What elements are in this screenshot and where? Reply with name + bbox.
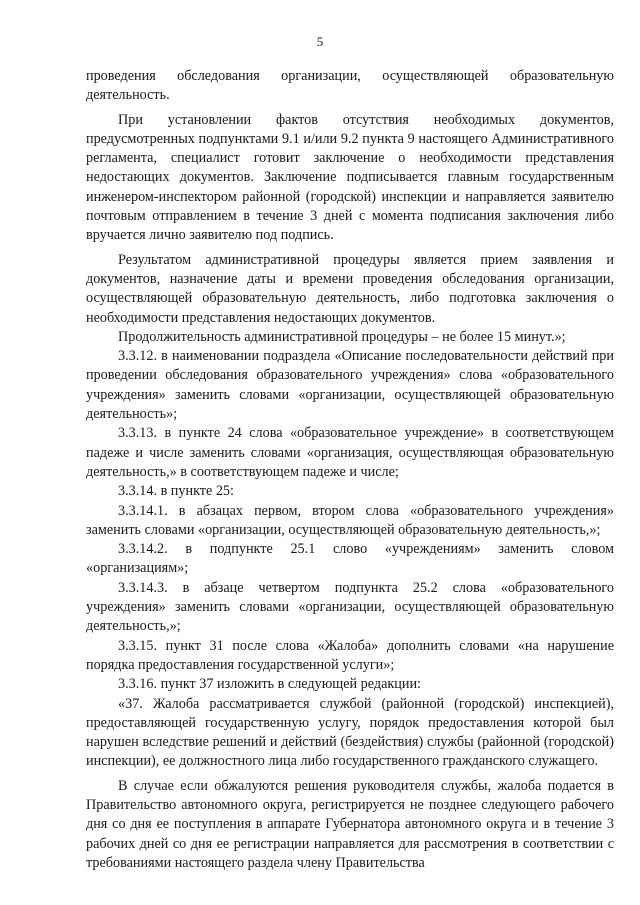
paragraph-appeal-government: В случае если обжалуются решения руководителя службы, жалоба подается в Правительство автономного округа, регистрируется не позднее следующего рабочего дня со дня ее поступления в аппарате Губернатора автономного округа и в течение 3 рабочих дней со дня ее регистрации направляется для рассмотрения в соответствии с требованиями настоящего раздела члену Правительства	[86, 777, 614, 871]
paragraph-3-3-15: 3.3.15. пункт 31 после слова «Жалоба» дополнить словами «на нарушение порядка предоставления государственной услуги»;	[86, 637, 614, 673]
page-number: 5	[316, 34, 324, 49]
paragraph-3-3-16: 3.3.16. пункт 37 изложить в следующей редакции:	[118, 676, 421, 693]
paragraph-3-3-14-1: 3.3.14.1. в абзацах первом, втором слова «образовательного учреждения» заменить словами «организации, осуществляющей образовательную деятельность,»;	[86, 502, 614, 538]
paragraph-point-37: «37. Жалоба рассматривается службой (районной (городской) инспекцией), предоставляющей государственную услугу, порядок предоставления которой был нарушен вследствие решений и действий (бездействия) службы (районной (городской) инспекции), ее должностного лица либо государственного гражданского служащего.	[86, 695, 614, 770]
paragraph-missing-documents: При установлении фактов отсутствия необходимых документов, предусмотренных подпунктами 9.1 и/или 9.2 пункта 9 настоящего Административного регламента, специалист готовит заключение о необходимости представления недостающих документов. Заключение подписывается главным государственным инженером-инспектором районной (городской) инспекции и направляется заявителю почтовым отправлением в течение 3 дней с момента подписания заключения либо вручается лично заявителю под подпись.	[86, 111, 614, 244]
paragraph-3-3-14-2: 3.3.14.2. в подпункте 25.1 слово «учреждениям» заменить словом «организациям»;	[86, 541, 614, 577]
paragraph-3-3-14: 3.3.14. в пункте 25:	[118, 483, 234, 500]
paragraph-3-3-14-3: 3.3.14.3. в абзаце четвертом подпункта 25.2 слова «образовательного учреждения» заменить словами «организации, осуществляющей образовательную деятельность,»;	[86, 579, 614, 635]
document-body	[86, 67, 614, 873]
paragraph-procedure-result: Результатом административной процедуры является прием заявления и документов, назначение даты и времени проведения обследования организации, осуществляющей образовательную деятельность, либо подготовка заключения о необходимости представления недостающих документов.	[86, 251, 614, 326]
paragraph-continuation: проведения обследования организации, осуществляющей образовательную деятельность.	[86, 68, 614, 104]
paragraph-3-3-13: 3.3.13. в пункте 24 слова «образовательное учреждение» в соответствующем падеже и числе заменить словами «организация, осуществляющая образовательную деятельность,» в соответствующем падеже и числе;	[86, 425, 614, 480]
paragraph-3-3-12: 3.3.12. в наименовании подраздела «Описание последовательности действий при проведении обследования образовательного учреждения» слова «образовательного учреждения» заменить словами «организации, осуществляющей образовательную деятельность»;	[86, 348, 614, 423]
paragraph-procedure-duration: Продолжительность административной процедуры – не более 15 минут.»;	[118, 328, 566, 345]
